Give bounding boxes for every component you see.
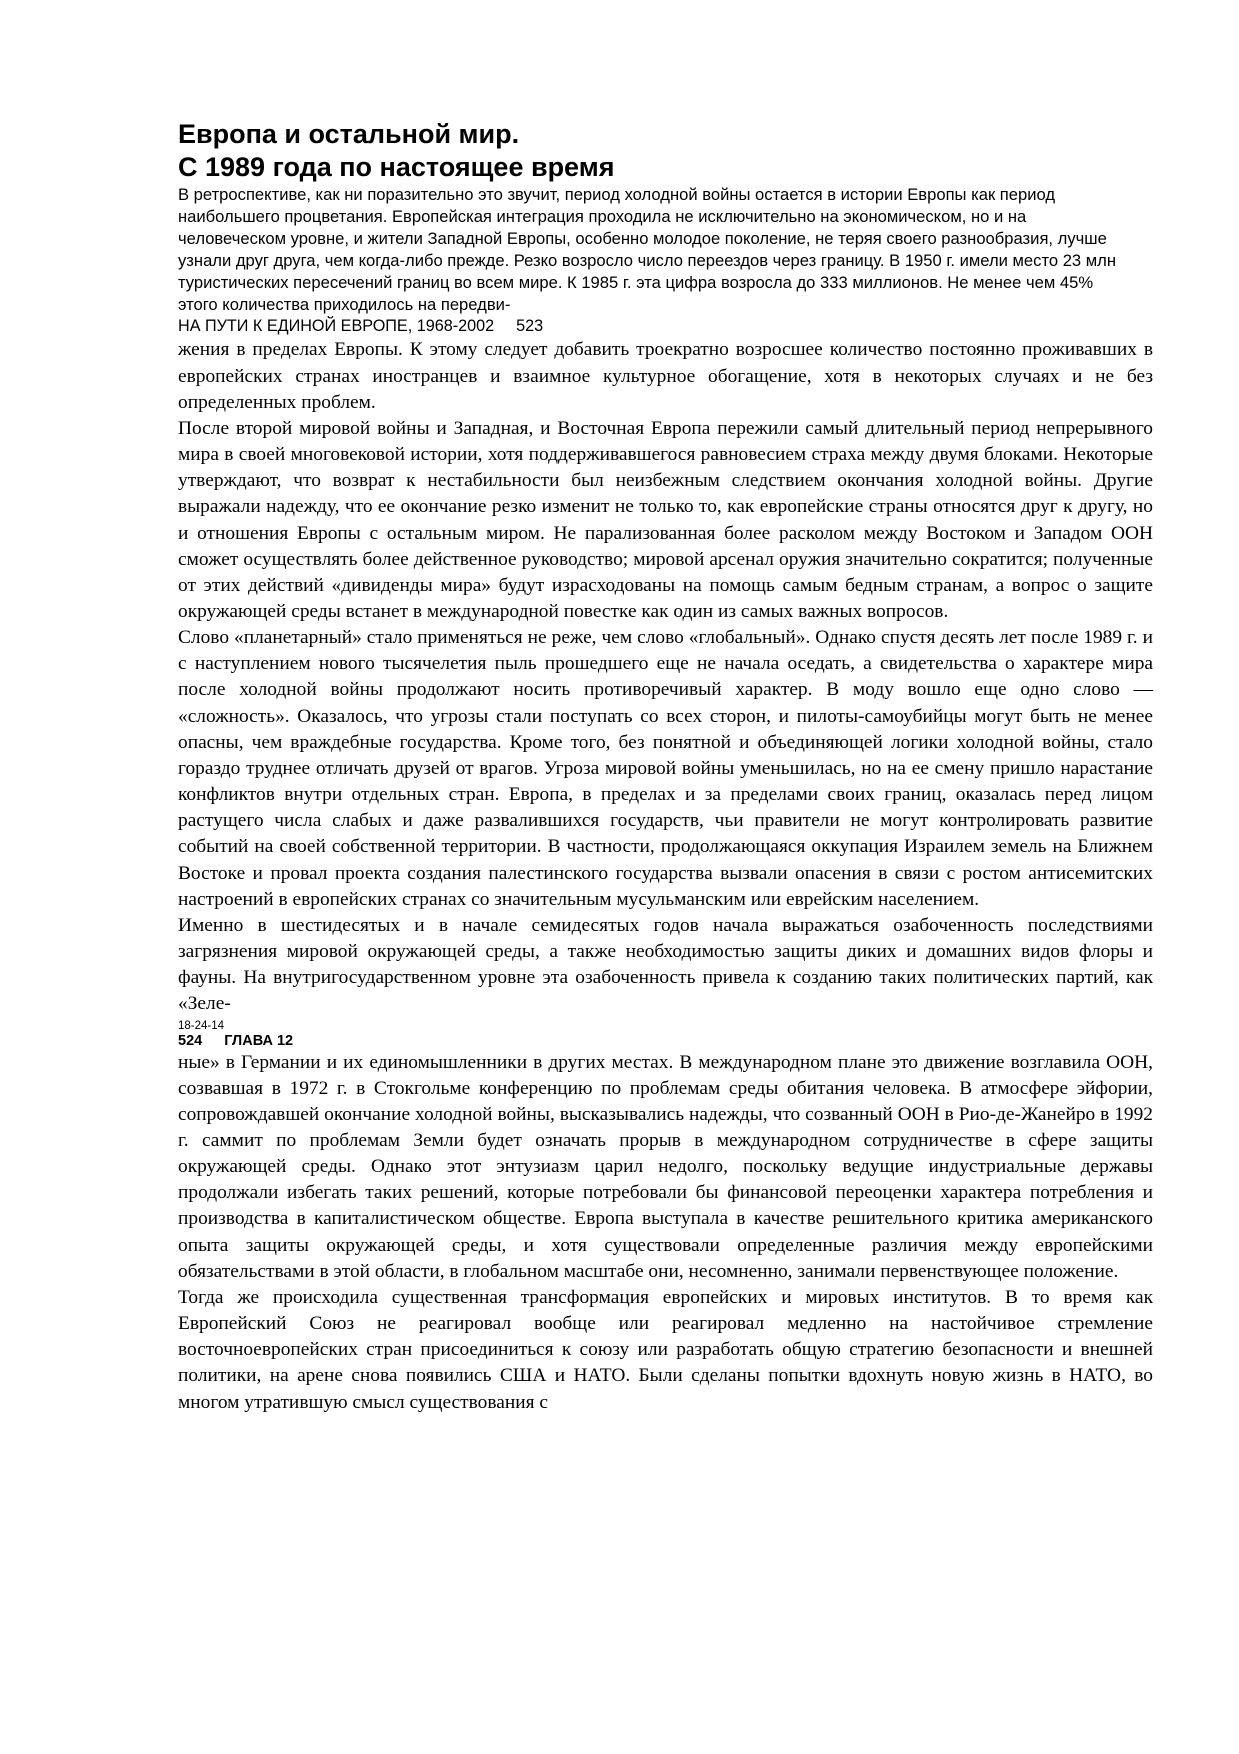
print-stamp: 18-24-14: [178, 1019, 225, 1032]
chapter-title-line2: С 1989 года по настоящее время: [178, 152, 615, 182]
intro-paragraph: В ретроспективе, как ни поразительно это звучит, период холодной войны остается в истории Европы как период наибольшего процветания. Европейская интеграция проходила не исключительно на экономическом, но и на человеческом уровне, и жители Западной Европы, особенно молодое поколение, не теряя своего разнообразия, лучше узнали друг друга, чем когда-либо прежде. Резко возросло число переездов через границу. В 1950 г. имели место 23 млн туристических пересечений границ во всем мире. К 1985 г. эта цифра возросла до 333 миллионов. Не менее чем 45% этого количества приходилось на передви-: [178, 185, 1117, 314]
running-head-title: НА ПУТИ К ЕДИНОЙ ЕВРОПЕ, 1968-2002: [178, 317, 495, 336]
running-head-524: [178, 1032, 1153, 1050]
chapter-title-line1: Европа и остальной мир.: [178, 119, 520, 149]
page-number: 523: [516, 317, 544, 336]
document-page: [178, 118, 1153, 1416]
body-paragraph: После второй мировой войны и Западная, и Восточная Европа пережили самый длительный период непрерывного мира в своей многовековой истории, хотя поддерживавшегося равновесием страха между двумя блоками. Некоторые утверждают, что возврат к нестабильности был неизбежным следствием окончания холодной войны. Другие выражали надежду, что ее окончание резко изменит не только то, как европейские страны относятся друг к другу, но и отношения Европы с остальным миром. Не парализованная более расколом между Востоком и Западом ООН сможет осуществлять более действенное руководство; мировой арсенал оружия значительно сократится; полученные от этих действий «дивиденды мира» будут израсходованы на помощь самым бедным странам, а вопрос о защите окружающей среды встанет в международной повестке как один из самых важных вопросов.: [178, 417, 1153, 622]
body-paragraph: жения в пределах Европы. К этому следует добавить троекратно возросшее количество постоянно проживавших в европейских странах иностранцев и взаимное культурное обогащение, хотя в некоторых случаях и не без определенных проблем.: [178, 339, 1153, 413]
page-number: 524: [178, 1032, 203, 1049]
chapter-label: ГЛАВА 12: [224, 1032, 294, 1049]
body-paragraph: ные» в Германии и их единомышленники в других местах. В международном плане это движение возглавила ООН, созвавшая в 1972 г. в Стокгольме конференцию по проблемам среды обитания человека. В атмосфере эйфории, сопровождавшей окончание холодной войны, высказывались надежды, что созванный ООН в Рио-де-Жанейро в 1992 г. саммит по проблемам Земли будет означать прорыв в международном сотрудничестве в сфере защиты окружающей среды. Однако этот энтузиазм царил недолго, поскольку ведущие индустриальные державы продолжали избегать таких решений, которые потребовали бы финансовой переоценки характера потребления и производства в капиталистическом обществе. Европа выступала в качестве решительного критика американского опыта защиты окружающей среды, и хотя существовали определенные различия между европейскими обязательствами в этой области, в глобальном масштабе они, несомненно, занимали первенствующее положение.: [178, 1051, 1153, 1282]
body-paragraph: Именно в шестидесятых и в начале семидесятых годов начала выражаться озабоченность последствиями загрязнения мировой окружающей среды, а также необходимостью защиты диких и домашних видов флоры и фауны. На внутригосударственном уровне эта озабоченность привела к созданию таких политических партий, как «Зеле-: [178, 914, 1153, 1015]
body-paragraph: Тогда же происходила существенная трансформация европейских и мировых институтов. В то время как Европейский Союз не реагировал вообще или реагировал медленно на настойчивое стремление восточноевропейских стран присоединиться к союзу или разработать общую стратегию безопасности и внешней политики, на арене снова появились США и НАТО. Были сделаны попытки вдохнуть новую жизнь в НАТО, во многом утратившую смысл существования с: [178, 1286, 1153, 1413]
running-head-523: [178, 315, 1153, 337]
body-paragraph: Слово «планетарный» стало применяться не реже, чем слово «глобальный». Однако спустя десять лет после 1989 г. и с наступлением нового тысячелетия пыль прошедшего еще не начала оседать, а свидетельства о характере мира после холодной войны продолжают носить противоречивый характер. В моду вошло еще одно слово — «сложность». Оказалось, что угрозы стали поступать со всех сторон, и пилоты-самоубийцы могут быть не менее опасны, чем враждебные государства. Кроме того, без понятной и объединяющей логики холодной войны, стало гораздо труднее отличать друзей от врагов. Угроза мировой войны уменьшилась, но на ее смену пришло нарастание конфликтов внутри отдельных стран. Европа, в пределах и за пределами своих границ, оказалась перед лицом растущего числа слабых и даже развалившихся государств, чьи правители не могут контролировать развитие событий на своей собственной территории. В частности, продолжающаяся оккупация Израилем земель на Ближнем Востоке и провал проекта создания палестинского государства вызвали опасения в связи с ростом антисемитских настроений в европейских странах со значительным мусульманским или еврейским населением.: [178, 627, 1153, 910]
